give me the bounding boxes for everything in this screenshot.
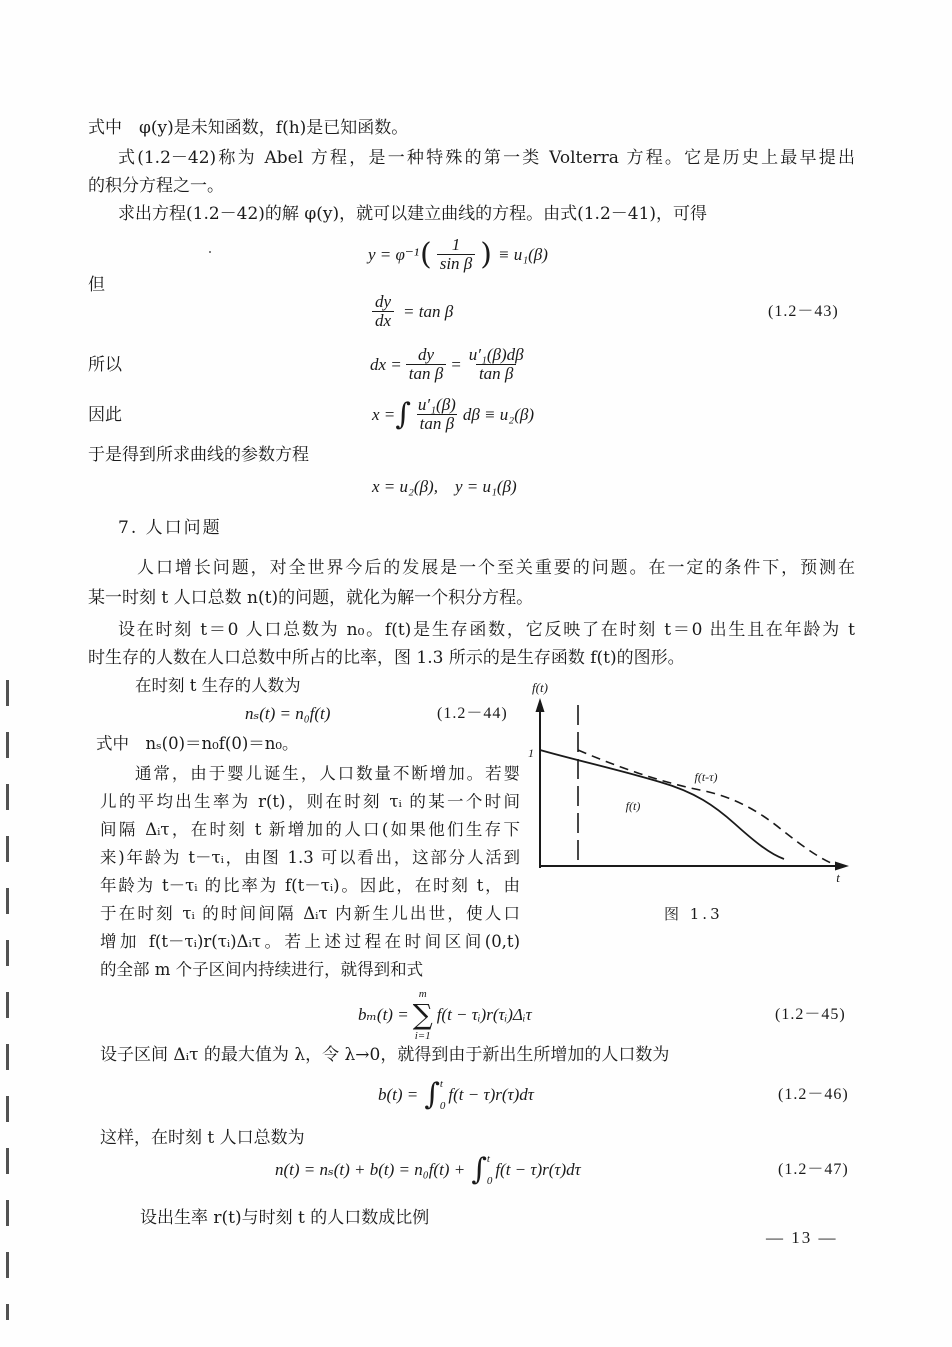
- eq-fraction: [406, 346, 446, 383]
- equation-number: (1.2－45): [775, 1006, 846, 1023]
- body-line: 式(1.2－42)称为 Abel 方程，是一种特殊的第一类 Volterra 方程。它是历史上最早提出: [118, 148, 855, 168]
- body-line: 设在时刻 t＝0 人口总数为 n₀。f(t)是生存函数，它反映了在时刻 t＝0 出生且在年龄为 t: [118, 620, 855, 640]
- body-line: 增加 f(t－τᵢ)r(τᵢ)Δᵢτ。若上述过程在时间区间(0,t): [100, 932, 520, 951]
- equation-1-2-45: [358, 988, 532, 1042]
- body-line: 儿的平均出生率为 r(t)，则在时刻 τᵢ 的某一个时间: [100, 792, 520, 811]
- eq-left-bracket: (: [420, 236, 432, 272]
- integral-limits: [487, 1153, 493, 1187]
- equation-inverse: [368, 236, 548, 273]
- integral-upper-limit: t: [486, 1153, 490, 1165]
- integral-limits: [440, 1078, 446, 1112]
- scan-edge-marks: [6, 680, 9, 1320]
- integral-sign: ∫: [424, 1077, 440, 1112]
- eq-lhs: n(t) = nₛ(t) + b(t) = n₀f(t) +: [275, 1160, 466, 1179]
- body-line: 间隔 Δᵢτ，在时刻 t 新增加的人口(如果他们生存下: [100, 820, 520, 839]
- page-number: — 13 —: [766, 1228, 838, 1247]
- equation-number: (1.2－44): [437, 705, 508, 722]
- equation-1-2-47: [275, 1152, 581, 1188]
- body-line: 于在时刻 τᵢ 的时间间隔 Δᵢτ 内新生儿出世，使人口: [100, 904, 520, 923]
- sum-lower-limit: i=1: [414, 1030, 431, 1042]
- body-line: 式中 φ(y)是未知函数，f(h)是已知函数。: [88, 118, 409, 138]
- body-line: 的全部 m 个子区间内持续进行，就得到和式: [100, 960, 424, 979]
- y-axis-label: f(t): [532, 680, 548, 695]
- eq-denominator: dx: [372, 311, 394, 330]
- eq-fraction: [415, 396, 459, 433]
- eq-equals: =: [450, 354, 462, 374]
- body-line: 设子区间 Δᵢτ 的最大值为 λ，令 λ→0，就得到由于新出生所增加的人口数为: [100, 1045, 670, 1065]
- section-heading: 7. 人口问题: [118, 518, 222, 538]
- eq-denominator: tan β: [406, 364, 446, 383]
- survival-function-figure: [520, 678, 855, 890]
- figure-caption: 图 1.3: [664, 905, 723, 923]
- sigma-sign: ∑: [412, 998, 433, 1031]
- eq-rhs: dβ ≡ u₂(β): [462, 404, 534, 424]
- body-line: 某一时刻 t 人口总数 n(t)的问题，就化为解一个积分方程。: [88, 588, 534, 608]
- body-line: 来)年龄为 t－τᵢ，由图 1.3 可以看出，这部分人活到: [100, 848, 520, 867]
- equation-number: (1.2－43): [768, 303, 839, 320]
- equation-dx: [370, 346, 531, 383]
- integral-lower-limit: 0: [439, 1100, 446, 1112]
- shifted-curve-label: f(t-τ): [694, 770, 718, 784]
- integral-lower-limit: 0: [486, 1175, 493, 1187]
- tick-label-one: 1: [528, 746, 534, 760]
- body-line: 的积分方程之一。: [88, 176, 224, 196]
- integral-upper-limit: t: [439, 1078, 443, 1090]
- eq-numerator: u′₁(β): [417, 395, 456, 414]
- equation-number: (1.2－46): [778, 1086, 849, 1103]
- equation-1-2-44: nₛ(t) = n₀f(t): [245, 704, 331, 723]
- body-line: 时生存的人数在人口总数中所占的比率，图 1.3 所示的是生存函数 f(t)的图形。: [88, 648, 685, 668]
- y-axis-arrow: [536, 698, 545, 712]
- eq-numerator: dy: [375, 292, 392, 311]
- eq-denominator: tan β: [417, 414, 457, 433]
- body-line: 于是得到所求曲线的参数方程: [88, 445, 309, 465]
- body-line: 在时刻 t 生存的人数为: [135, 676, 301, 695]
- eq-lhs: x =: [372, 404, 396, 424]
- body-line: 人口增长问题，对全世界今后的发展是一个至关重要的问题。在一定的条件下，预测在: [137, 558, 855, 578]
- body-line: 式中 nₛ(0)＝n₀f(0)＝n₀。: [96, 734, 299, 753]
- body-line: 求出方程(1.2－42)的解 φ(y)，就可以建立曲线的方程。由式(1.2－41)，可得: [118, 204, 708, 224]
- eq-fraction: [466, 346, 527, 383]
- summation: [413, 988, 433, 1042]
- equation-parametric: x = u₂(β), y = u₁(β): [372, 477, 517, 496]
- eq-rhs: ≡ u₁(β): [498, 244, 548, 264]
- x-axis-label: t: [836, 870, 840, 885]
- eq-rhs: = tan β: [403, 301, 454, 321]
- eq-denominator: sin β: [437, 254, 476, 273]
- integral-sign: ∫: [471, 1152, 487, 1187]
- equation-1-2-43: [368, 293, 453, 330]
- equation-x-integral: [372, 396, 534, 433]
- integral-sign: ∫: [395, 396, 411, 432]
- equation-1-2-46: [378, 1077, 534, 1113]
- eq-rhs: f(t − τᵢ)r(τᵢ)Δᵢτ: [436, 1005, 532, 1024]
- eq-fraction: [372, 293, 394, 330]
- eq-lhs: y = φ⁻¹: [368, 244, 419, 264]
- eq-numerator: dy: [417, 345, 435, 364]
- eq-fraction: [437, 236, 476, 273]
- sum-upper-limit: m: [418, 988, 427, 1000]
- body-line: 通常，由于婴儿诞生，人口数量不断增加。若婴: [135, 764, 520, 783]
- eq-rhs: f(t − τ)r(τ)dτ: [448, 1085, 534, 1104]
- shifted-survival-curve: [578, 750, 838, 866]
- body-line: 年龄为 t－τᵢ 的比率为 f(t－τᵢ)。因此，在时刻 t，由: [100, 876, 520, 895]
- scan-speck: [209, 251, 211, 253]
- eq-lhs: b(t) =: [378, 1085, 419, 1104]
- eq-numerator: 1: [451, 235, 461, 254]
- eq-lhs: bₘ(t) =: [358, 1005, 409, 1024]
- eq-denominator: tan β: [476, 364, 516, 383]
- label-so: 所以: [88, 355, 122, 375]
- body-line: 设出生率 r(t)与时刻 t 的人口数成比例: [140, 1208, 430, 1228]
- curve-label: f(t): [625, 799, 641, 813]
- label-therefore: 因此: [88, 405, 122, 425]
- body-line: 这样，在时刻 t 人口总数为: [100, 1128, 305, 1148]
- eq-right-bracket: ): [480, 236, 492, 272]
- eq-numerator: u′₁(β)dβ: [468, 345, 524, 364]
- equation-number: (1.2－47): [778, 1161, 849, 1178]
- survival-curve: [540, 750, 784, 859]
- eq-rhs: f(t − τ)r(τ)dτ: [495, 1160, 581, 1179]
- eq-lhs: dx =: [370, 354, 402, 374]
- label-but: 但: [88, 275, 105, 295]
